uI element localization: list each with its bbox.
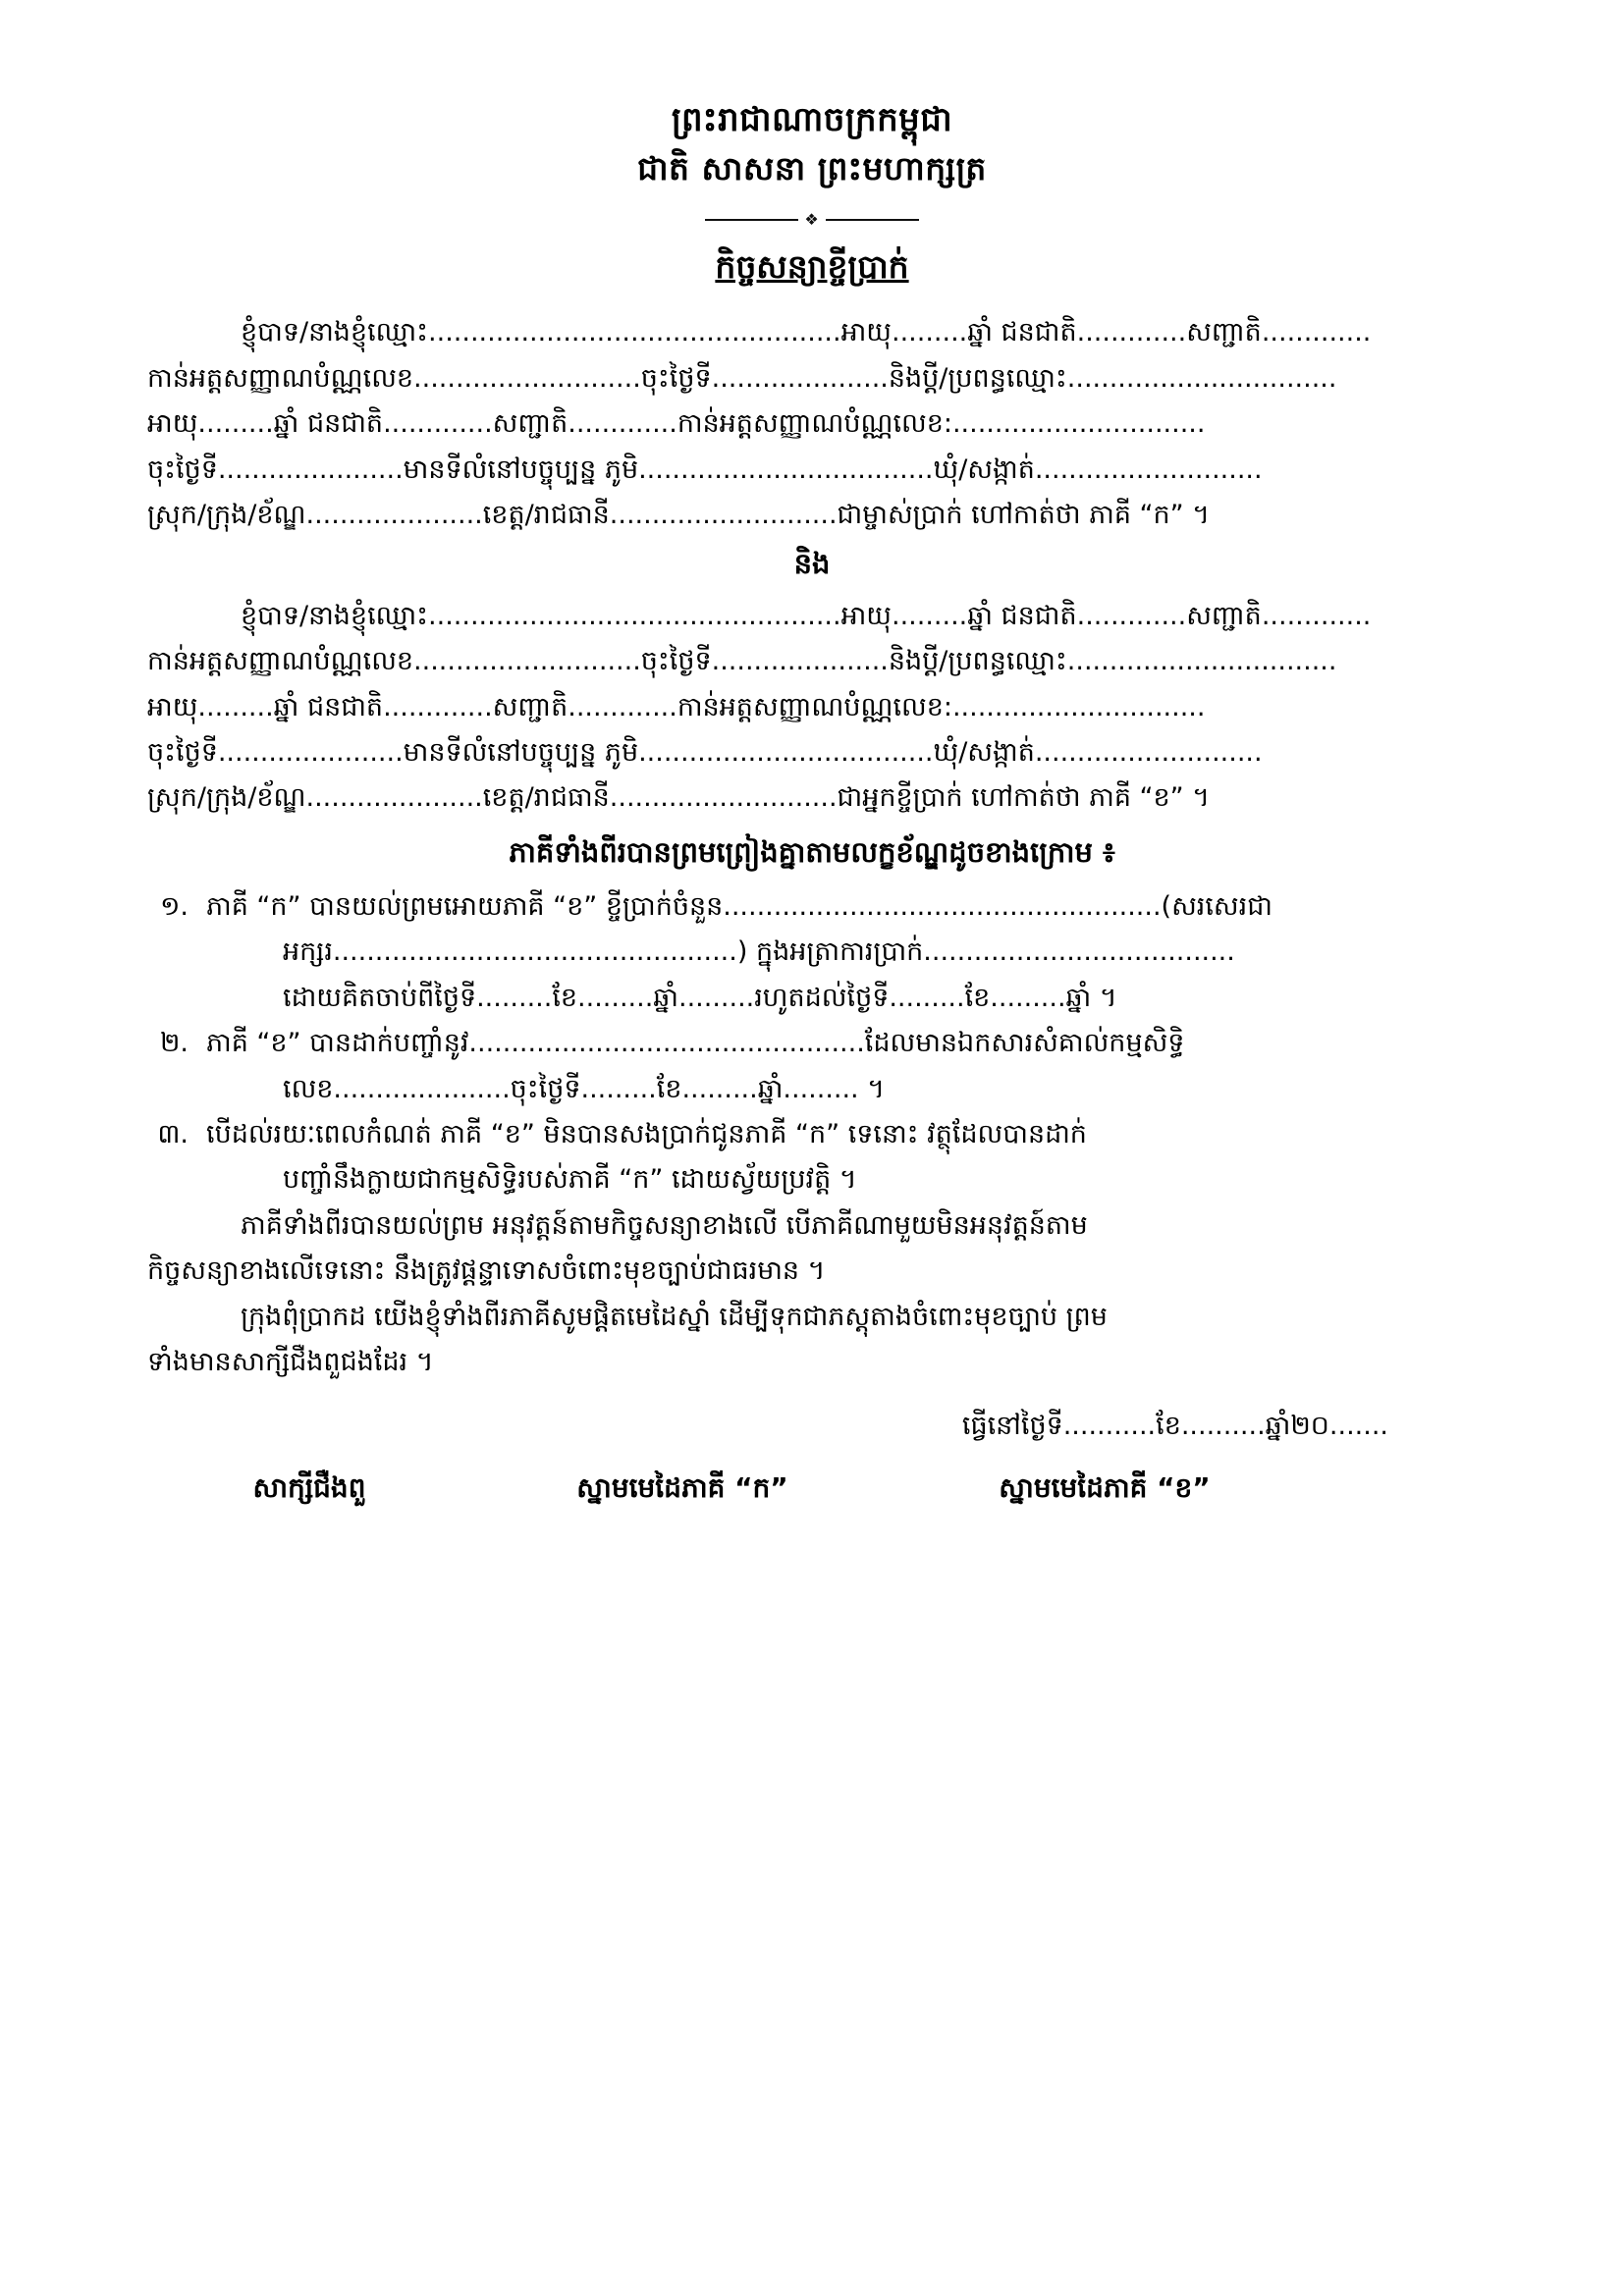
party-a-line-5: ស្រុក/ក្រុង/ខ័ណ្ឌ.....................ខេត្ត/រាជធានី...........................ជាម្ចាស់ប្រាក់ ហៅកាត់ថា ភាគី “ក” ។	[147, 500, 1211, 531]
agreement-heading: ភាគីទាំងពីរបានព្រមព្រៀងគ្នាតាមលក្ខខ័ណ្ឌដូចខាងក្រោម ៖	[509, 834, 1115, 869]
closing-paragraph-2-line-2: ទាំងមានសាក្សីជឺងពួជងដែរ ។	[147, 1347, 434, 1378]
clause-2-line-2: លេខ.....................ចុះថ្ងៃទី.........ខែ.........ឆ្នាំ......... ។	[283, 1073, 886, 1104]
party-a-line-3: អាយុ.........ឆ្នាំ ជនជាតិ.............សញ្ជាតិ.............កាន់អត្តសញ្ញាណបំណ្ណលេខ:..............................	[147, 408, 1206, 440]
clause-1-number: ១.	[159, 890, 189, 922]
party-b-line-5: ស្រុក/ក្រុង/ខ័ណ្ឌ.....................ខេត្ត/រាជធានី...........................ជាអ្នកខ្ចីប្រាក់ ហៅកាត់ថា ភាគី “ខ” ។	[147, 782, 1211, 814]
clause-2-number: ២.	[159, 1028, 189, 1059]
clause-2-line-1: ភាគី “ខ” បានដាក់បញ្ចាំនូវ...............................................ដែលមានឯកសារសំគាល់កម្មសិទ្ធិ	[206, 1028, 1185, 1059]
document-title: កិច្ចសន្យាខ្ចីប្រាក់	[715, 247, 909, 287]
divider-bar-right	[826, 219, 919, 221]
closing-paragraph-1-line-1: ភាគីទាំងពីរបានយល់ព្រម អនុវត្តន៍តាមកិច្ចសន្យាខាងលើ បើភាគីណាមួយមិនអនុវត្តន៍តាម	[241, 1209, 1088, 1241]
party-b-line-3: អាយុ.........ឆ្នាំ ជនជាតិ.............សញ្ជាតិ.............កាន់អត្តសញ្ញាណបំណ្ណលេខ:..............................	[147, 691, 1206, 722]
signature-party-a: ស្នាមមេដៃភាគី “ក”	[576, 1471, 788, 1505]
clause-3	[147, 1112, 1477, 1203]
clause-2	[147, 1021, 1477, 1112]
party-a-line-1: ខ្ញុំបាទ/នាងខ្ញុំឈ្មោះ.................................................អាយុ.........ឆ្នាំ ជនជាតិ.............សញ្ជាតិ.............	[241, 317, 1372, 348]
signature-party-b: ស្នាមមេដៃភាគី “ខ”	[999, 1471, 1211, 1505]
party-b-line-1: ខ្ញុំបាទ/នាងខ្ញុំឈ្មោះ.................................................អាយុ.........ឆ្នាំ ជនជាតិ.............សញ្ជាតិ.............	[241, 600, 1372, 631]
clause-1-line-1: ភាគី “ក” បានយល់ព្រមអោយភាគី “ខ” ខ្ចីប្រាក់ចំនួន....................................................(សរសេរជា	[206, 890, 1272, 922]
signature-row	[147, 1470, 1477, 1511]
page-title: ព្រះរាជាណាចក្រកម្ពុជា	[671, 100, 953, 139]
clause-3-body	[206, 1112, 1477, 1203]
national-motto: ជាតិ សាសនា ព្រះមហាក្សត្រ	[637, 148, 987, 187]
party-b-line-4: ចុះថ្ងៃទី......................មានទីលំនៅបច្ចុប្បន្ន ភូមិ...................................ឃុំ/សង្កាត់...........................	[147, 736, 1263, 768]
clause-3-line-2: បញ្ចាំនឹងក្លាយជាកម្មសិទ្ធិរបស់ភាគី “ក” ដោយស្វ័យប្រវត្តិ ។	[283, 1164, 857, 1196]
clause-1-body	[206, 884, 1477, 1021]
party-a-line-4: ចុះថ្ងៃទី......................មានទីលំនៅបច្ចុប្បន្ន ភូមិ...................................ឃុំ/សង្កាត់...........................	[147, 454, 1263, 485]
clause-1	[147, 884, 1477, 1021]
date-line: ធ្វើនៅថ្ងៃទី...........ខែ..........ឆ្នាំ២០.......	[961, 1410, 1388, 1441]
signature-witness: សាក្សីជឺងពួ	[252, 1471, 366, 1505]
closing-paragraph-1-line-2: កិច្ចសន្យាខាងលើទេនោះ នឹងត្រូវផ្តន្ទាទោសចំពោះមុខច្បាប់ជាធរមាន ។	[147, 1255, 826, 1287]
divider-bar-left	[705, 219, 798, 221]
closing-paragraph-2-line-1: ក្រុងពុំប្រាកដ យើងខ្ញុំទាំងពីរភាគីសូមផ្តិតមេដៃស្នាំ ដើម្បីទុកជាភស្តុតាងចំពោះមុខច្បាប់ ព្រម	[241, 1301, 1108, 1332]
divider-ornament	[147, 206, 1477, 230]
clause-3-line-1: បើដល់រយៈពេលកំណត់ ភាគី “ខ” មិនបានសងប្រាក់ជូនភាគី “ក” ទេនោះ វត្ថុដែលបានដាក់	[206, 1119, 1087, 1149]
clause-2-body	[206, 1021, 1477, 1112]
party-a-line-2: កាន់អត្តសញ្ញាណបំណ្ណលេខ...........................ចុះថ្ងៃទី.....................និងប្ដី/ប្រពន្ធឈ្មោះ................................	[147, 362, 1337, 394]
conjunction-and: និង	[793, 546, 831, 580]
divider-diamond: ❖	[804, 210, 820, 230]
clause-1-line-3: ដោយគិតចាប់ពីថ្ងៃទី.........ខែ.........ឆ្នាំ.........រហូតដល់ថ្ងៃទី.........ខែ.........ឆ្នាំ ។	[283, 982, 1117, 1013]
clause-3-number: ៣.	[157, 1119, 189, 1149]
party-b-line-2: កាន់អត្តសញ្ញាណបំណ្ណលេខ...........................ចុះថ្ងៃទី.....................និងប្ដី/ប្រពន្ធឈ្មោះ................................	[147, 646, 1337, 677]
clause-1-line-2: អក្សរ................................................) ក្នុងអត្រាការប្រាក់.....................................	[283, 936, 1235, 968]
